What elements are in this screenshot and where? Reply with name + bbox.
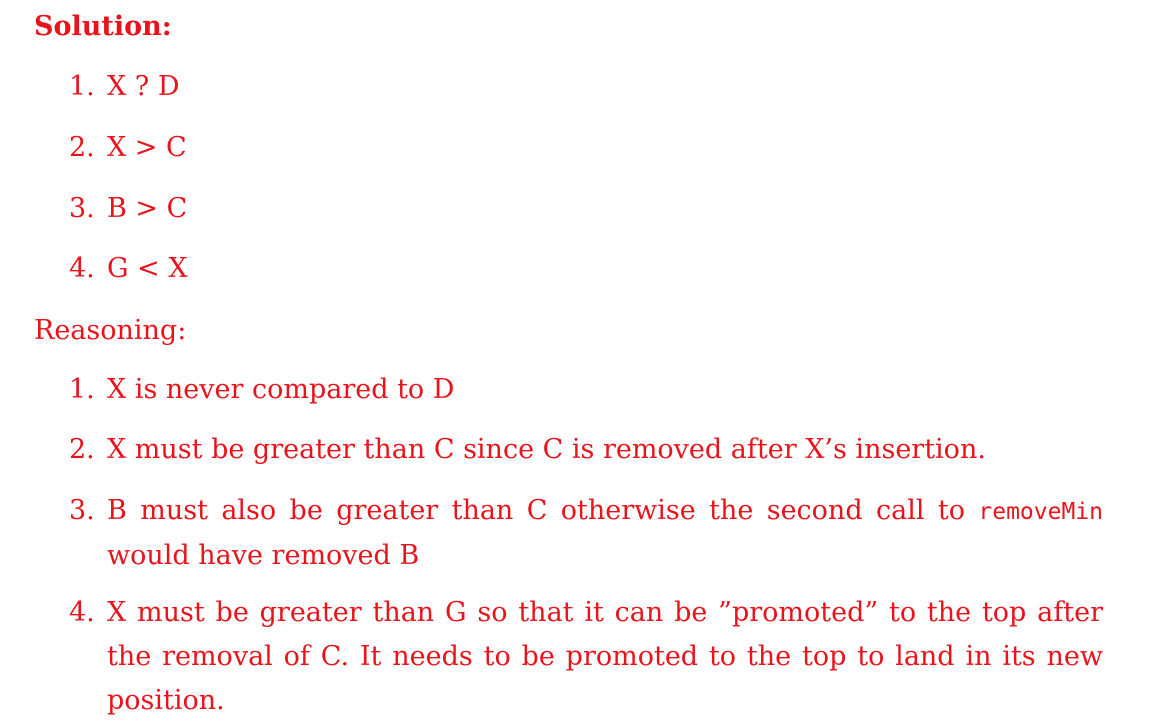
solution-item-number: 2. (69, 132, 95, 163)
solution-item-number: 4. (69, 253, 95, 284)
reasoning-item-number: 2. (69, 434, 95, 465)
reasoning-item-text: X must be greater than C since C is removed after X’s insertion. (107, 434, 986, 465)
solution-item-text: G < X (107, 253, 188, 284)
reasoning-item-text: X is never compared to D (107, 374, 455, 405)
solution-item-text: X > C (107, 132, 187, 163)
solution-item-number: 1. (69, 71, 95, 102)
reasoning-item-number: 3. (69, 495, 95, 526)
reasoning-text-after: would have removed B (107, 540, 420, 571)
solution-item-number: 3. (69, 193, 95, 224)
reasoning-text-before: B must also be greater than C otherwise the second call to (107, 495, 979, 526)
reasoning-item-text (107, 489, 1103, 578)
solution-heading: Solution: (34, 11, 172, 42)
reasoning-item-text: X must be greater than G so that it can be ”promoted” to the top after the removal of C. It needs to be promoted to the top to land in its new position. (107, 597, 1103, 716)
reasoning-label: Reasoning: (34, 315, 187, 346)
solution-item-text: X ? D (107, 71, 180, 102)
solution-item-text: B > C (107, 193, 188, 224)
remove-min-code: removeMin (978, 499, 1103, 525)
reasoning-item-number: 1. (69, 374, 95, 405)
reasoning-item-number: 4. (69, 597, 95, 628)
